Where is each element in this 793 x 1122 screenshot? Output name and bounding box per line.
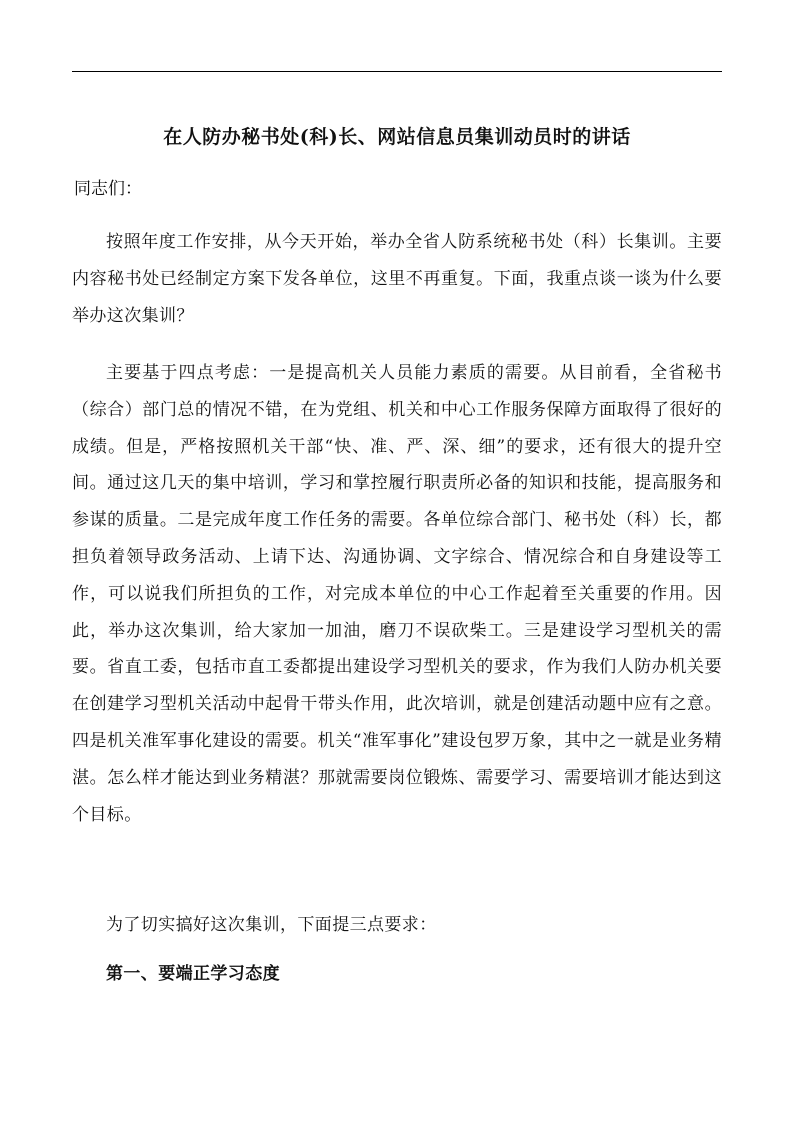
section-heading-first: 第一、要端正学习态度 [106,964,280,984]
paragraph-requirements-intro: 为了切实搞好这次集训，下面提三点要求： [106,915,437,935]
document-title: 在人防办秘书处(科)长、网站信息员集训动员时的讲话 [163,126,631,148]
paragraph-intro: 按照年度工作安排，从今天开始，举办全省人防系统秘书处（科）长集训。主要内容秘书处已经制定方案下发各单位，这里不再重复。下面，我重点谈一谈为什么要举办这次集训？ [72,232,722,326]
header-rule [72,71,722,72]
salutation: 同志们： [74,179,142,199]
paragraph-reasons: 主要基于四点考虑：一是提高机关人员能力素质的需要。从目前看，全省秘书（综合）部门总的情况不错，在为党组、机关和中心工作服务保障方面取得了很好的成绩。但是，严格按照机关干部“快、准、严、深、细”的要求，还有很大的提升空间。通过这几天的集中培训，学习和掌控履行职责所必备的知识和技能，提高服务和参谋的质量。二是完成年度工作任务的需要。各单位综合部门、秘书处（科）长，都担负着领导政务活动、上请下达、沟通协调、文字综合、情况综合和自身建设等工作，可以说我们所担负的工作，对完成本单位的中心工作起着至关重要的作用。因此，举办这次集训，给大家加一加油，磨刀不误砍柴工。三是建设学习型机关的需要。省直工委，包括市直工委都提出建设学习型机关的要求，作为我们人防办机关要在创建学习型机关活动中起骨干带头作用，此次培训，就是创建活动题中应有之意。四是机关准军事化建设的需要。机关“准军事化”建设包罗万象，其中之一就是业务精湛。怎么样才能达到业务精湛？那就需要岗位锻炼、需要学习、需要培训才能达到这个目标。 [72,363,722,825]
